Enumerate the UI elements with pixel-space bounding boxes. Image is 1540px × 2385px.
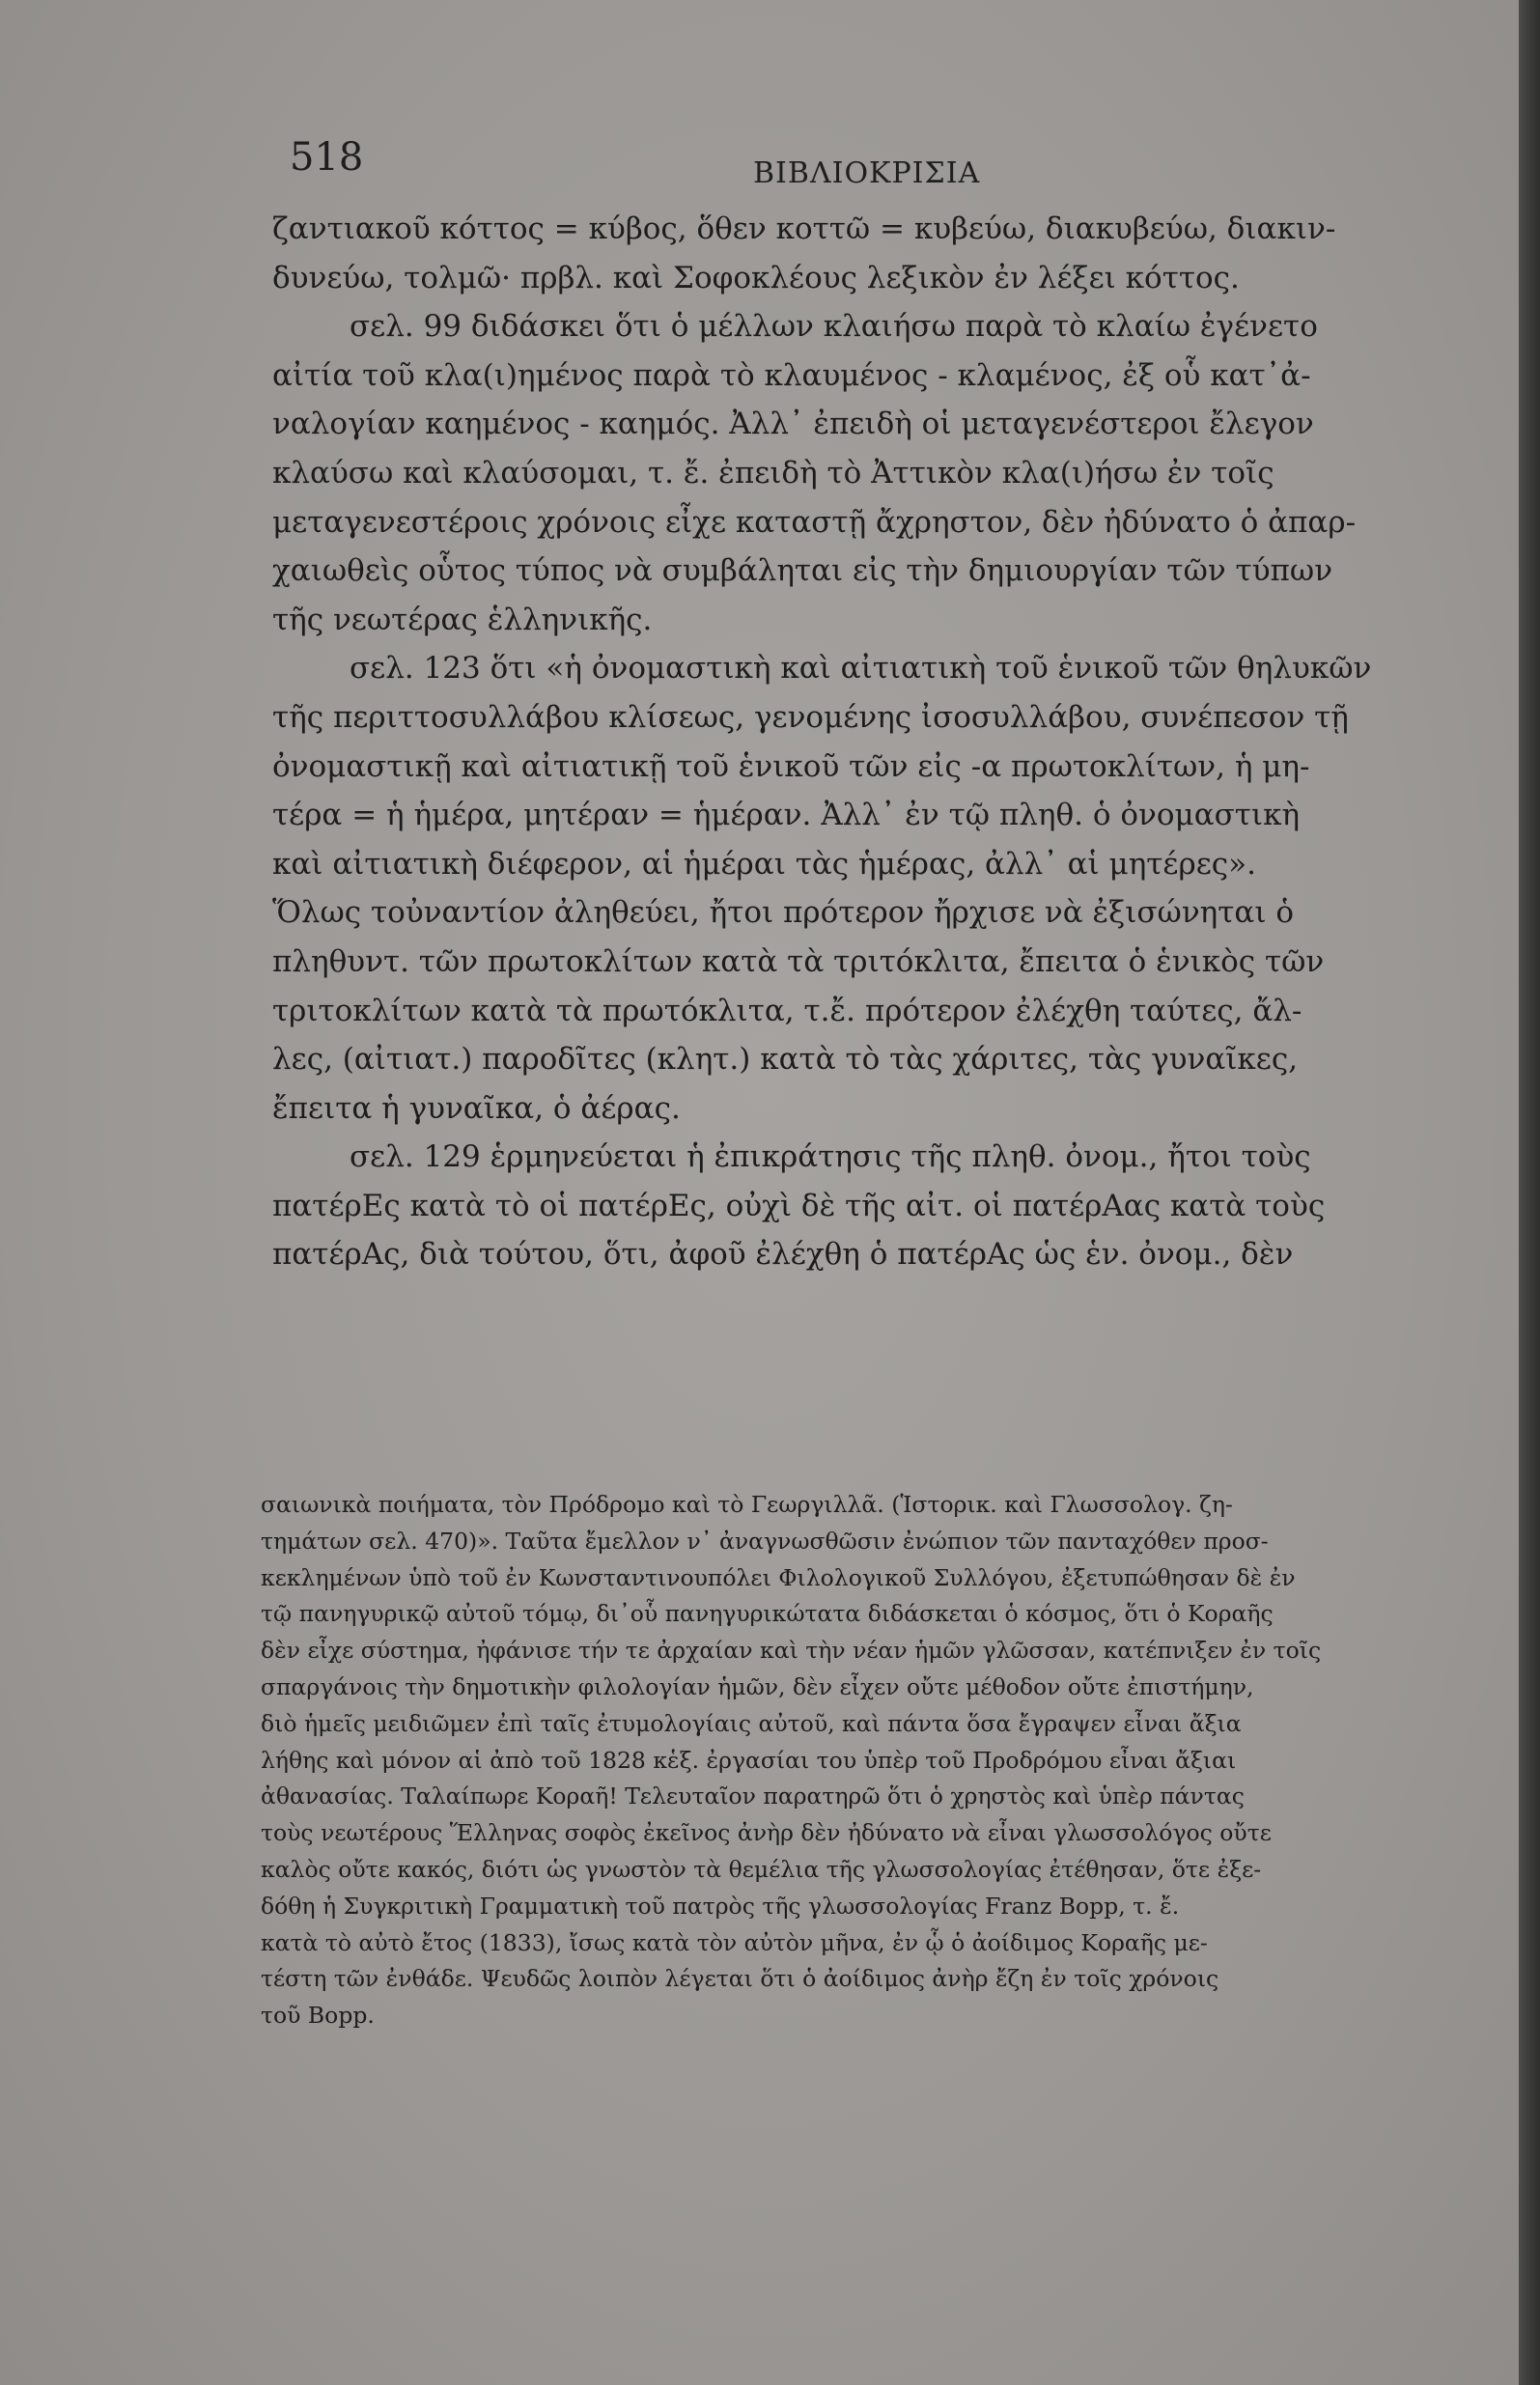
text-line: δυνεύω, τολμῶ· πρβλ. καὶ Σοφοκλέους λεξικὸν ἐν λέξει κόττος. — [272, 260, 1240, 295]
text-line: ναλογίαν καημένος - καημός. Ἀλλ᾽ ἐπειδὴ οἱ μεταγενέστεροι ἔλεγον — [272, 407, 1314, 442]
footnote-line: τοὺς νεωτέρους Ἕλληνας σοφὸς ἐκεῖνος ἀνὴρ δὲν ἠδύνατο νὰ εἶναι γλωσσολόγος οὔτε — [261, 1819, 1272, 1847]
running-head: ΒΙΒΛΙΟΚΡΙΣΙΑ — [753, 156, 981, 190]
page-header — [290, 135, 1448, 193]
footnote-line: σαιωνικὰ ποιήματα, τὸν Πρόδρομο καὶ τὸ Γεωργιλλᾶ. (Ἱστορικ. καὶ Γλωσσολογ. ζη- — [261, 1491, 1233, 1518]
footnote-line: τέστη τῶν ἐνθάδε. Ψευδῶς λοιπὸν λέγεται ὅτι ὁ ἀοίδιμος ἀνὴρ ἔζη ἐν τοῖς χρόνοις — [261, 1965, 1219, 1993]
page-edge-shadow — [1519, 0, 1540, 2385]
text-line: λες, (αἰτιατ.) παροδῖτες (κλητ.) κατὰ τὸ τὰς χάριτες, τὰς γυναῖκες, — [272, 1042, 1299, 1078]
footnote-line: κεκλημένων ὑπὸ τοῦ ἐν Κωνσταντινουπόλει Φιλολογικοῦ Συλλόγου, ἐξετυπώθησαν δὲ ἐν — [261, 1563, 1296, 1591]
footnote-line: διὸ ἡμεῖς μειδιῶμεν ἐπὶ ταῖς ἐτυμολογίαις αὐτοῦ, καὶ πάντα ὅσα ἔγραψεν εἶναι ἄξια — [261, 1709, 1242, 1737]
footnote-line: σπαργάνοις τὴν δημοτικὴν φιλολογίαν ἡμῶν, δὲν εἶχεν οὔτε μέθοδον οὔτε ἐπιστήμην, — [261, 1672, 1254, 1700]
footnote-line: δὲν εἶχε σύστημα, ἠφάνισε τήν τε ἀρχαίαν καὶ τὴν νέαν ἡμῶν γλῶσσαν, κατέπνιξεν ἐν τοῖς — [261, 1637, 1322, 1665]
text-line: ἔπειτα ἡ γυναῖκα, ὁ ἀέρας. — [272, 1090, 681, 1126]
footnote-line: τοῦ Bopp. — [261, 2002, 375, 2030]
text-line: τῆς περιττοσυλλάβου κλίσεως, γενομένης ἰσοσυλλάβου, συνέπεσον τῇ — [272, 699, 1349, 735]
main-text — [272, 205, 1460, 1279]
footnote-line: ἀθανασίας. Ταλαίπωρε Κοραῆ! Τελευταῖον παρατηρῶ ὅτι ὁ χρηστὸς καὶ ὑπὲρ πάντας — [261, 1782, 1245, 1810]
footnote-line: λήθης καὶ μόνον αἱ ἀπὸ τοῦ 1828 κἑξ. ἐργασίαι του ὑπὲρ τοῦ Προδρόμου εἶναι ἄξιαι — [261, 1746, 1237, 1774]
text-line: σελ. 123 ὅτι «ἡ ὀνομαστικὴ καὶ αἰτιατικὴ τοῦ ἑνικοῦ τῶν θηλυκῶν — [350, 651, 1372, 687]
text-line: πληθυντ. τῶν πρωτοκλίτων κατὰ τὰ τριτόκλιτα, ἔπειτα ὁ ἑνικὸς τῶν — [272, 943, 1325, 979]
text-line: χαιωθεὶς οὗτος τύπος νὰ συμβάληται εἰς τὴν δημιουργίαν τῶν τύπων — [272, 553, 1333, 589]
text-line: τῆς νεωτέρας ἑλληνικῆς. — [272, 602, 653, 637]
text-line: πατέρΑς, διὰ τούτου, ὅτι, ἀφοῦ ἐλέχθη ὁ πατέρΑς ὡς ἑν. ὀνομ., δὲν — [272, 1237, 1294, 1273]
footnote-line: τῷ πανηγυρικῷ αὐτοῦ τόμῳ, δι᾽οὗ πανηγυρικώτατα διδάσκεται ὁ κόσμος, ὅτι ὁ Κοραῆς — [261, 1600, 1274, 1628]
text-line: πατέρΕς κατὰ τὸ οἱ πατέρΕς, οὐχὶ δὲ τῆς αἰτ. οἱ πατέρΑας κατὰ τοὺς — [272, 1188, 1326, 1223]
text-line: αἰτία τοῦ κλα(ι)ημένος παρὰ τὸ κλαυμένος - κλαμένος, ἐξ οὗ κατ᾽ἀ- — [272, 357, 1311, 393]
text-line: καὶ αἰτιατικὴ διέφερον, αἱ ἡμέραι τὰς ἡμέρας, ἀλλ᾽ αἱ μητέρες». — [272, 846, 1256, 882]
footnote-line: κατὰ τὸ αὐτὸ ἔτος (1833), ἴσως κατὰ τὸν αὐτὸν μῆνα, ἐν ᾧ ὁ ἀοίδιμος Κοραῆς με- — [261, 1928, 1208, 1956]
text-line: ὀνομαστικῇ καὶ αἰτιατικῇ τοῦ ἑνικοῦ τῶν εἰς -α πρωτοκλίτων, ἡ μη- — [272, 748, 1310, 784]
text-line: σελ. 99 διδάσκει ὅτι ὁ μέλλων κλαιήσω παρὰ τὸ κλαίω ἐγένετο — [350, 309, 1318, 345]
text-line: μεταγενεστέροις χρόνοις εἶχε καταστῇ ἄχρηστον, δὲν ἠδύνατο ὁ ἀπαρ- — [272, 504, 1357, 540]
page-number: 518 — [290, 135, 364, 180]
text-line: τέρα = ἡ ἡμέρα, μητέραν = ἡμέραν. Ἀλλ᾽ ἐν τῷ πληθ. ὁ ὀνομαστικὴ — [272, 798, 1301, 833]
footnote-line: τημάτων σελ. 470)». Ταῦτα ἔμελλον ν᾽ ἀναγνωσθῶσιν ἐνώπιον τῶν πανταχόθεν προσ- — [261, 1527, 1269, 1555]
text-line: ζαντιακοῦ κόττος = κύβος, ὅθεν κοττῶ = κυβεύω, διακυβεύω, διακιν- — [272, 211, 1336, 246]
text-line: τριτοκλίτων κατὰ τὰ πρωτόκλιτα, τ.ἔ. πρότερον ἐλέχθη ταύτες, ἄλ- — [272, 993, 1302, 1028]
text-line: Ὅλως τοὐναντίον ἀληθεύει, ἤτοι πρότερον ἤρχισε νὰ ἐξισώνηται ὁ — [272, 895, 1294, 931]
footnote-text — [261, 1487, 1458, 2034]
text-line: σελ. 129 ἑρμηνεύεται ἡ ἐπικράτησις τῆς πληθ. ὀνομ., ἤτοι τοὺς — [350, 1139, 1311, 1175]
footnote-line: δόθη ἡ Συγκριτικὴ Γραμματικὴ τοῦ πατρὸς τῆς γλωσσολογίας Franz Bopp, τ. ἔ. — [261, 1892, 1180, 1920]
text-line: κλαύσω καὶ κλαύσομαι, τ. ἔ. ἐπειδὴ τὸ Ἀττικὸν κλα(ι)ήσω ἐν τοῖς — [272, 455, 1274, 491]
footnote-line: καλὸς οὔτε κακός, διότι ὡς γνωστὸν τὰ θεμέλια τῆς γλωσσολογίας ἐτέθησαν, ὅτε ἐξε- — [261, 1855, 1262, 1883]
